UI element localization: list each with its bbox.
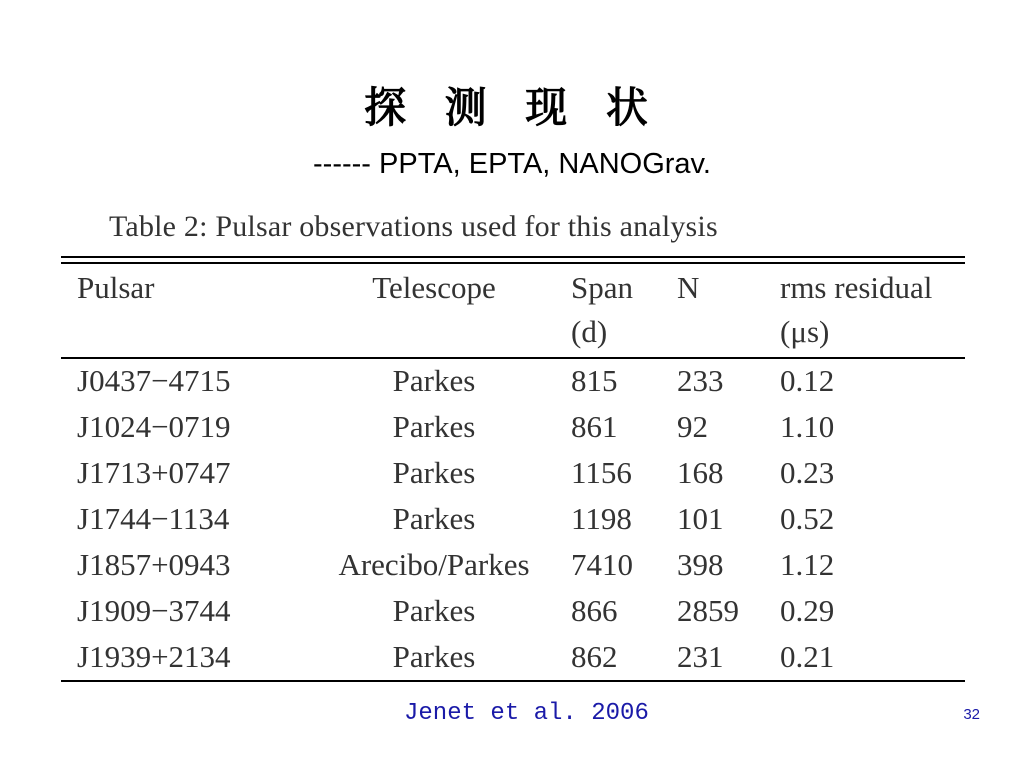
- cell-span: 1156: [571, 455, 632, 490]
- cell-span: 1198: [571, 501, 632, 536]
- cell-pulsar: J1939+2134: [77, 639, 231, 674]
- cell-rms: 0.23: [780, 455, 835, 490]
- cell-span: 7410: [571, 547, 633, 582]
- cell-telescope: Arecibo/Parkes: [338, 547, 530, 582]
- cell-pulsar: J1744−1134: [77, 501, 230, 536]
- cell-telescope: Parkes: [392, 501, 476, 536]
- header-n: N: [677, 270, 700, 305]
- table-row: [61, 354, 965, 404]
- table-header-row: [61, 266, 965, 310]
- table-top-rule-1: [61, 256, 965, 258]
- cell-pulsar: J1857+0943: [77, 547, 231, 582]
- cell-rms: 0.12: [780, 363, 835, 398]
- cell-telescope: Parkes: [392, 593, 476, 628]
- table-row: [61, 634, 965, 680]
- cell-pulsar: J1909−3744: [77, 593, 231, 628]
- header-rms-unit: (μs): [780, 314, 830, 349]
- cell-span: 866: [571, 593, 618, 628]
- cell-telescope: Parkes: [392, 639, 476, 674]
- header-span-unit: (d): [571, 314, 608, 349]
- pulsar-table: [61, 266, 965, 680]
- reference-citation: Jenet et al. 2006: [404, 700, 649, 727]
- cell-rms: 0.29: [780, 593, 835, 628]
- table-row: [61, 450, 965, 496]
- table-header-rule: [61, 357, 965, 359]
- cell-telescope: Parkes: [392, 363, 476, 398]
- cell-rms: 1.12: [780, 547, 835, 582]
- slide-subtitle: ------ PPTA, EPTA, NANOGrav.: [313, 148, 711, 180]
- cell-telescope: Parkes: [392, 455, 476, 490]
- cell-span: 861: [571, 409, 618, 444]
- header-rms: rms residual: [780, 270, 933, 305]
- cell-n: 2859: [677, 593, 739, 628]
- cell-n: 398: [677, 547, 724, 582]
- cell-n: 92: [677, 409, 708, 444]
- table-row: [61, 542, 965, 588]
- slide-title: 探 测 现 状: [364, 83, 660, 132]
- table-row: [61, 404, 965, 450]
- cell-pulsar: J1713+0747: [77, 455, 231, 490]
- cell-rms: 1.10: [780, 409, 835, 444]
- table-row: [61, 496, 965, 542]
- table-caption: Table 2: Pulsar observations used for this analysis: [109, 210, 718, 243]
- table-row: [61, 588, 965, 634]
- table-header-unit-row: [61, 310, 965, 354]
- header-span: Span: [571, 270, 633, 305]
- cell-n: 101: [677, 501, 724, 536]
- cell-pulsar: J1024−0719: [77, 409, 231, 444]
- cell-n: 231: [677, 639, 724, 674]
- table-body: [61, 354, 965, 680]
- cell-n: 168: [677, 455, 724, 490]
- cell-rms: 0.21: [780, 639, 835, 674]
- cell-span: 815: [571, 363, 618, 398]
- table-bottom-rule: [61, 680, 965, 682]
- table-top-rule-2: [61, 262, 965, 264]
- cell-rms: 0.52: [780, 501, 835, 536]
- cell-pulsar: J0437−4715: [77, 363, 231, 398]
- cell-span: 862: [571, 639, 618, 674]
- header-pulsar: Pulsar: [77, 270, 155, 305]
- page-number: 32: [963, 706, 980, 723]
- header-telescope: Telescope: [372, 270, 496, 305]
- cell-n: 233: [677, 363, 724, 398]
- cell-telescope: Parkes: [392, 409, 476, 444]
